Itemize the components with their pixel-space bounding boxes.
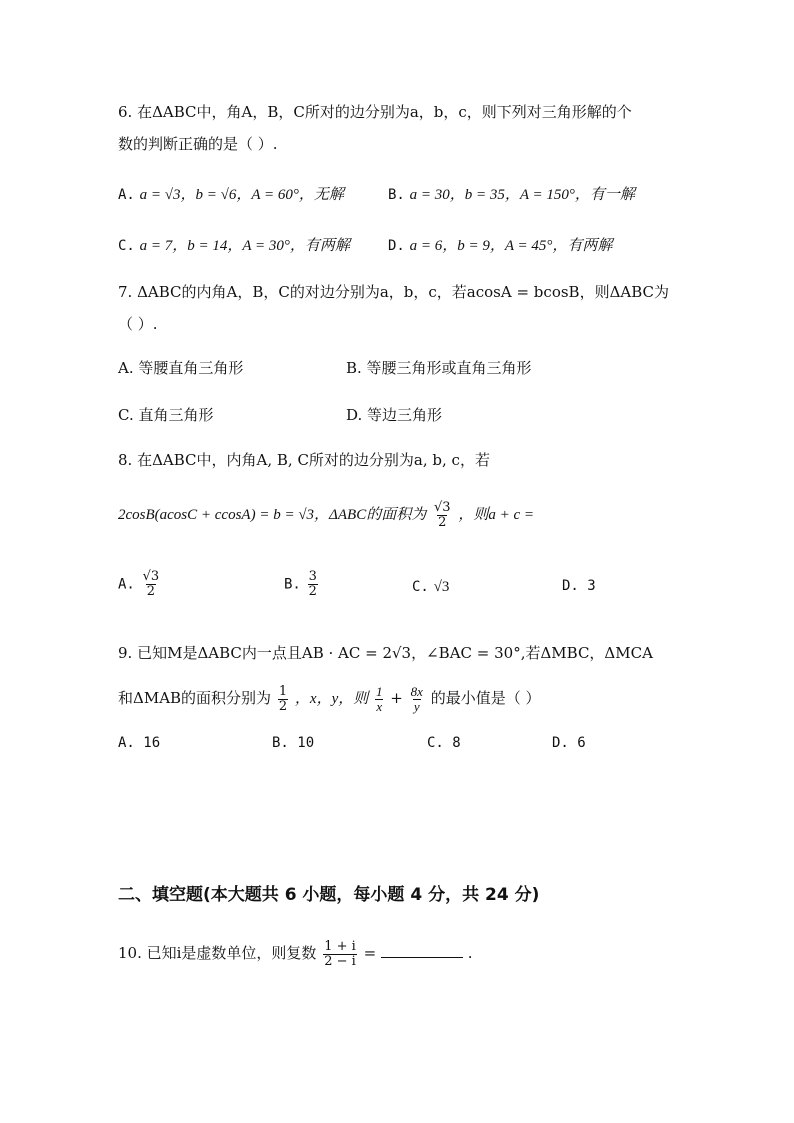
q6-option-a-text: a = √3，b = √6，A = 60°，无解: [139, 187, 344, 203]
q6-option-b: [388, 184, 635, 205]
q10-answer-blank[interactable]: [381, 943, 463, 958]
q7-option-c: C. 直角三角形: [118, 406, 214, 424]
q9-fraction-8x-over-y: $\frac{8x}{y}$: [410, 683, 423, 714]
q9-option-b: B. 10: [272, 735, 315, 751]
q6-option-a-label: A.: [118, 187, 135, 203]
q9-option-c: C. 8: [427, 735, 461, 751]
q8-option-a-fraction: $\frac{√3}{2}$: [142, 569, 160, 599]
q8-option-d: D. 3: [562, 578, 596, 594]
q8-condition: 2cosB(acosC + ccosA) = b = √3，ΔABC的面积为: [118, 507, 427, 523]
q8-option-a: A. $\frac{√3}{2}$: [118, 569, 160, 599]
section-heading-fill-in: 二、填空题(本大题共 6 小题，每小题 4 分，共 24 分): [118, 885, 540, 905]
q8-option-c: C. √3: [412, 579, 450, 595]
q6-option-d: [388, 235, 612, 256]
q6-line1: 6. 在ΔABC中，角A，B，C所对的边分别为a，b，c，则下列对三角形解的个: [118, 103, 632, 121]
q8-line1: 8. 在ΔABC中，内角A, B, C所对的边分别为a, b, c，若: [118, 451, 490, 469]
q6-option-c-text: a = 7，b = 14，A = 30°，有两解: [139, 238, 350, 254]
q9-option-d: D. 6: [552, 735, 586, 751]
q7-option-b: B. 等腰三角形或直角三角形: [346, 359, 532, 377]
q7-line1: 7. ΔABC的内角A，B，C的对边分别为a，b，c，若acosA = bcosB，则ΔABC为: [118, 283, 670, 301]
q7-option-d: D. 等边三角形: [346, 406, 443, 424]
q8-option-b: B. $\frac{3}{2}$: [284, 569, 317, 599]
q6-option-a: [118, 184, 344, 205]
q10-line: 10. 已知i是虚数单位，则复数 $\frac{1 + i}{2 - i}$ = .: [118, 938, 473, 969]
q9-line2: 和ΔMAB的面积分别为 $\frac{1}{2}$ ，x，y，则 $\frac{1}{x}$ + $\frac{8x}{y}$ 的最小值是（ ）: [118, 683, 541, 714]
q9-fraction-1-over-x: $\frac{1}{x}$: [376, 683, 383, 714]
q9-option-a: A. 16: [118, 735, 161, 751]
q6-option-c-label: C.: [118, 238, 135, 254]
q7-option-a: A. 等腰直角三角形: [118, 359, 244, 377]
q6-option-b-label: B.: [388, 187, 405, 203]
q8-option-b-fraction: $\frac{3}{2}$: [308, 569, 317, 599]
q8-question: ，则a + c =: [458, 507, 534, 523]
q6-line2: 数的判断正确的是（ ）.: [118, 135, 278, 153]
q10-complex-fraction: $\frac{1 + i}{2 - i}$: [324, 938, 356, 969]
q6-option-d-label: D.: [388, 238, 405, 254]
q6-option-c: [118, 235, 350, 256]
q7-line2: （ ）.: [118, 315, 158, 333]
q9-line1: 9. 已知M是ΔABC内一点且AB · AC = 2√3，∠BAC = 30°,若ΔMBC，ΔMCA: [118, 644, 653, 662]
q6-option-d-text: a = 6，b = 9，A = 45°，有两解: [409, 238, 613, 254]
q8-area-fraction: $\frac{√3}{2}$: [433, 499, 451, 530]
q9-half-fraction: $\frac{1}{2}$: [278, 683, 288, 714]
q6-option-b-text: a = 30，b = 35，A = 150°，有一解: [409, 187, 635, 203]
q8-line2: [118, 500, 534, 530]
